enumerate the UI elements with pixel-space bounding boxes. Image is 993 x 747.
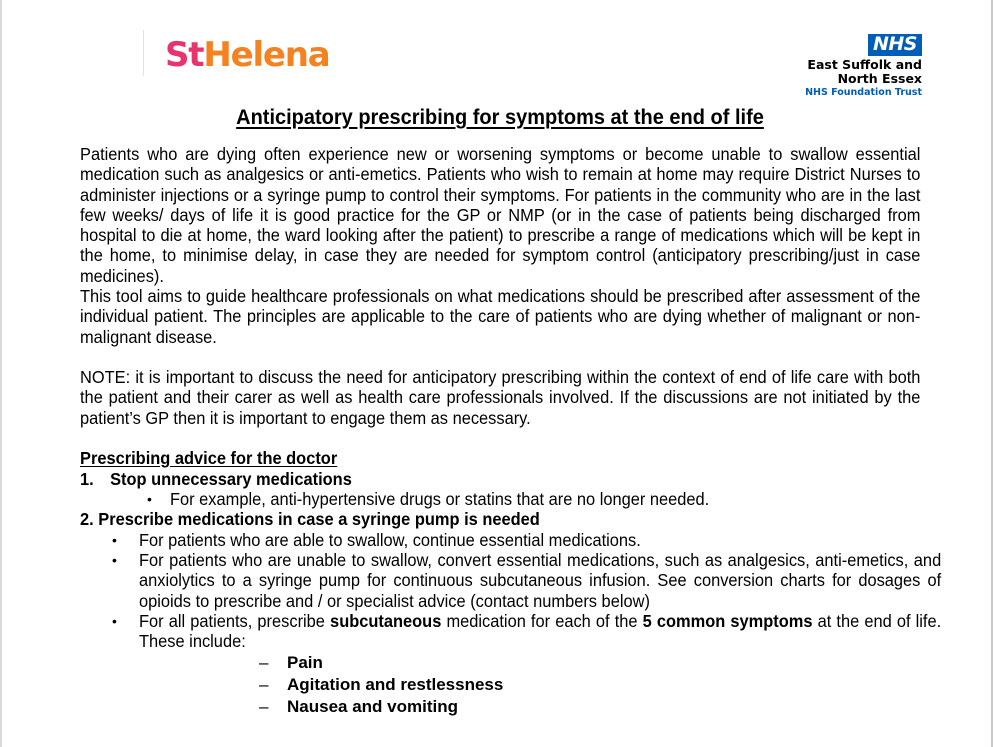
- dash-icon: –: [259, 652, 269, 672]
- bullet-3-text-part-3: at the end of life. These include:: [139, 610, 942, 652]
- document-header: [2, 26, 993, 98]
- bullet-3-bold-subcutaneous: subcutaneous: [330, 610, 442, 631]
- dash-icon: –: [259, 674, 269, 694]
- list-item: [80, 530, 920, 550]
- document-body: [80, 104, 942, 718]
- section-heading-prescribing-advice: Prescribing advice for the doctor: [80, 447, 338, 468]
- list-item: [80, 489, 920, 509]
- bullet-3-text-part-1: For all patients, prescribe: [139, 610, 331, 631]
- nhs-logo: [800, 34, 922, 99]
- bullet-icon: •: [112, 612, 117, 629]
- st-helena-logo-st: St: [165, 35, 204, 75]
- list-item-2-bullet-3-text: [139, 611, 941, 652]
- symptom-item: [80, 652, 920, 674]
- intro-paragraph-2: This tool aims to guide healthcare professionals on what medications should be prescribed after assessment of the individual patient. The principles are applicable to the care of patients who are dying whether of malignant or non-malignant disease.: [80, 286, 921, 347]
- list-item-1-bullet-text: For example, anti-hypertensive drugs or statins that are no longer needed.: [170, 489, 710, 510]
- st-helena-logo: [165, 35, 330, 75]
- nhs-badge: NHS: [868, 34, 922, 56]
- spacer: [80, 428, 920, 448]
- list-item-1-label: 1. Stop unnecessary medications: [80, 468, 352, 489]
- bullet-3-bold-five-common-symptoms: 5 common symptoms: [642, 610, 813, 631]
- intro-paragraph-1: Patients who are dying often experience new or worsening symptoms or become unable to swallow essential medication such as analgesics or anti-emetics. Patients who wish to remain at home may require District Nurses to administer injections or a syringe pump to control their symptoms. For patients in the community who are in the last few weeks/ days of life it is good practice for the GP or NMP (or in the case of patients being discharged from hospital to die at home, the ward looking after the patient) to prescribe a range of medications which will be kept in the home, to minimise delay, in case they are needed for symptom control (anticipatory prescribing/just in case medicines).: [80, 144, 921, 286]
- list-item-2-bullet-1-text: For patients who are able to swallow, continue essential medications.: [139, 529, 641, 550]
- list-item-2-label: 2. Prescribe medications in case a syringe pump is needed: [80, 509, 540, 530]
- list-item-2-bullet-2-text: For patients who are unable to swallow, convert essential medications, such as analgesics, anti-emetics, and anxiolytics to a syringe pump for continuous subcutaneous infusion. See conversion charts for dosages of opioids to prescribe and / or specialist advice (contact numbers below): [139, 550, 942, 611]
- page-title: Anticipatory prescribing for symptoms at the end of life: [236, 105, 764, 129]
- st-helena-logo-helena: Helena: [203, 35, 330, 75]
- nhs-foundation-trust-label: NHS Foundation Trust: [805, 87, 922, 98]
- prescribing-advice-heading-wrap: [80, 448, 920, 469]
- list-item: [80, 550, 942, 611]
- list-item: [80, 610, 942, 652]
- symptom-item: [80, 696, 920, 718]
- nhs-trust-name: [800, 58, 922, 86]
- bullet-icon: •: [112, 552, 117, 569]
- bullet-icon: •: [112, 531, 117, 548]
- nhs-trust-line-1: East Suffolk and: [807, 57, 922, 72]
- symptom-label-nausea: Nausea and vomiting: [287, 696, 458, 716]
- note-paragraph: NOTE: it is important to discuss the need for anticipatory prescribing within the context of end of life care with both the patient and their carer as well as health care professionals involved. If the discussions are not initiated by the patient’s GP then it is important to engage them as necessary.: [80, 366, 921, 428]
- symptom-item: [80, 674, 920, 696]
- symptom-label-agitation: Agitation and restlessness: [287, 674, 504, 694]
- bullet-icon: •: [147, 491, 152, 508]
- symptom-label-pain: Pain: [287, 652, 323, 672]
- dash-icon: –: [259, 696, 269, 716]
- bullet-3-text-part-2: medication for each of the: [441, 610, 643, 631]
- spacer: [80, 347, 920, 367]
- nhs-trust-line-2: North Essex: [837, 71, 922, 86]
- header-divider-line: [143, 30, 144, 76]
